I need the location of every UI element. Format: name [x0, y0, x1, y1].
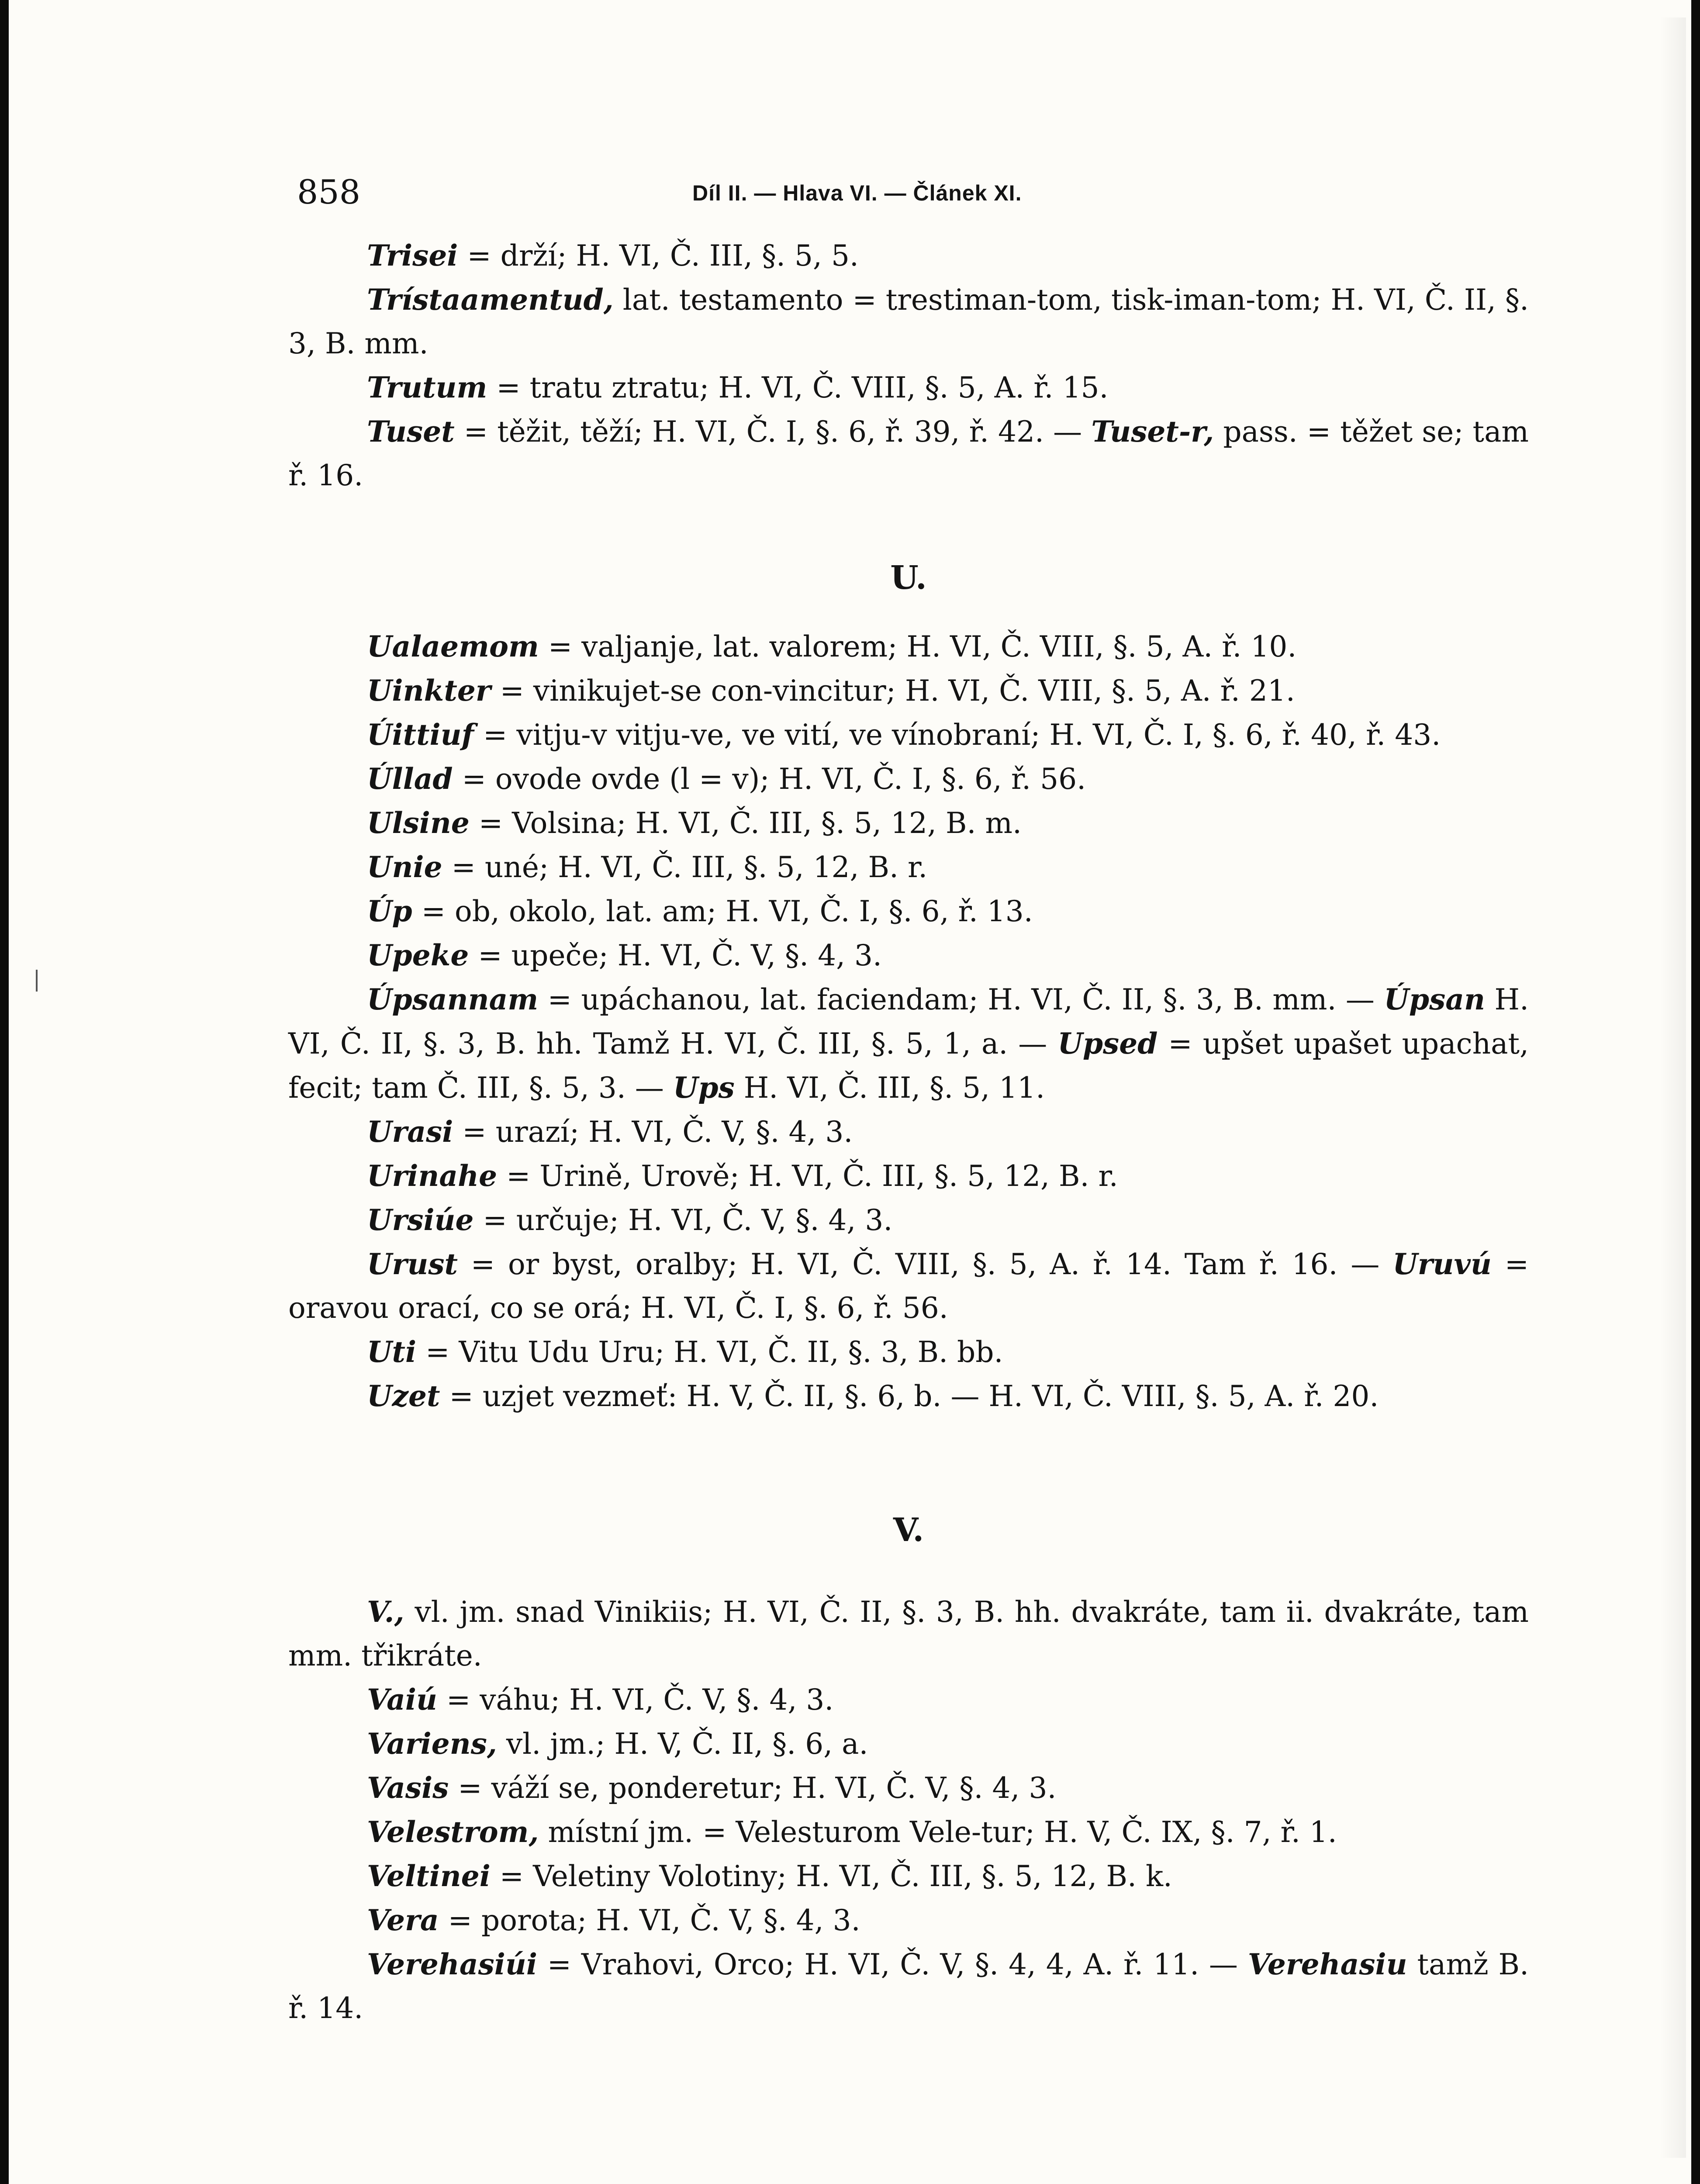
entry: Variens, vl. jm.; H. V, Č. II, §. 6, a.: [367, 1727, 868, 1761]
entry: Trístaamentud, lat. testamento = trestiman-tom, tisk-iman-tom; H. VI, Č. II, §. 3, B. mm.: [288, 283, 1529, 360]
entry: Urinahe = Urině, Urově; H. VI, Č. III, §. 5, 12, B. r.: [367, 1159, 1118, 1193]
entry: Verehasiúi = Vrahovi, Orco; H. VI, Č. V, §. 4, 4, A. ř. 11. — Verehasiu tamž B. ř. 14.: [288, 1947, 1529, 2025]
entry: Trutum = tratu ztratu; H. VI, Č. VIII, §. 5, A. ř. 15.: [367, 370, 1109, 404]
entry: Ursiúe = určuje; H. VI, Č. V, §. 4, 3.: [367, 1203, 893, 1237]
entry: Úp = ob, okolo, lat. am; H. VI, Č. I, §. 6, ř. 13.: [367, 894, 1033, 928]
page: [9, 0, 1691, 2184]
entry: Vasis = váží se, ponderetur; H. VI, Č. V, §. 4, 3.: [367, 1771, 1057, 1805]
entry: Velestrom, místní jm. = Velesturom Vele-tur; H. V, Č. IX, §. 7, ř. 1.: [367, 1815, 1337, 1849]
entry: Urust = or byst, oralby; H. VI, Č. VIII, §. 5, A. ř. 14. Tam ř. 16. — Uruvú = oravou orací, co se orá; H. VI, Č. I, §. 6, ř. 56.: [288, 1247, 1529, 1325]
running-head: Díl II. — Hlava VI. — Článek XI.: [692, 181, 1022, 205]
entry: Ualaemom = valjanje, lat. valorem; H. VI, Č. VIII, §. 5, A. ř. 10.: [367, 629, 1297, 663]
entry: Úpsannam = upáchanou, lat. faciendam; H. VI, Č. II, §. 3, B. mm. — Úpsan H. VI, Č. II, §. 3, B. hh. Tamž H. VI, Č. III, §. 5, 1, a. — Upsed = upšet upašet upachat, fecit; tam Č. III, §. 5, 3. — Ups H. VI, Č. III, §. 5, 11.: [288, 982, 1529, 1105]
entry: Unie = uné; H. VI, Č. III, §. 5, 12, B. r.: [367, 850, 928, 884]
entry: Vera = porota; H. VI, Č. V, §. 4, 3.: [367, 1903, 860, 1937]
entry: Tuset = těžit, těží; H. VI, Č. I, §. 6, ř. 39, ř. 42. — Tuset-r, pass. = těžet se; tam ř. 16.: [288, 415, 1529, 492]
text-column: [288, 0, 1529, 2184]
entries-t: [288, 234, 1529, 498]
section-heading-v: V.: [893, 1511, 924, 1549]
entry: Urasi = urazí; H. VI, Č. V, §. 4, 3.: [367, 1115, 853, 1149]
entry: Vaiú = váhu; H. VI, Č. V, §. 4, 3.: [367, 1683, 834, 1717]
entry: Veltinei = Veletiny Volotiny; H. VI, Č. III, §. 5, 12, B. k.: [367, 1859, 1172, 1893]
entry: V., vl. jm. snad Vinikiis; H. VI, Č. II, §. 3, B. hh. dvakráte, tam ii. dvakráte, tam mm. třikráte.: [288, 1595, 1529, 1673]
entry: Ulsine = Volsina; H. VI, Č. III, §. 5, 12, B. m.: [367, 806, 1022, 840]
page-header: [288, 173, 1529, 225]
entry: Upeke = upeče; H. VI, Č. V, §. 4, 3.: [367, 938, 882, 972]
entry: Uti = Vitu Udu Uru; H. VI, Č. II, §. 3, B. bb.: [367, 1335, 1003, 1369]
page-number: 858: [297, 173, 361, 211]
entry: Úittiuf = vitju-v vitju-ve, ve vití, ve vínobraní; H. VI, Č. I, §. 6, ř. 40, ř. 43.: [367, 718, 1441, 752]
margin-mark: [36, 970, 38, 992]
entry: Uzet = uzjet vezmeť: H. V, Č. II, §. 6, b. — H. VI, Č. VIII, §. 5, A. ř. 20.: [367, 1379, 1379, 1413]
entry: Uinkter = vinikujet-se con-vincitur; H. VI, Č. VIII, §. 5, A. ř. 21.: [367, 674, 1295, 708]
entries-u: [288, 625, 1529, 1418]
bleed-through-shadow: [1660, 17, 1686, 2158]
entry: Trisei = drží; H. VI, Č. III, §. 5, 5.: [367, 238, 859, 273]
entries-v: [288, 1590, 1529, 2030]
section-heading-u: U.: [890, 559, 927, 597]
entry: Úllad = ovode ovde (l = v); H. VI, Č. I, §. 6, ř. 56.: [367, 762, 1086, 796]
